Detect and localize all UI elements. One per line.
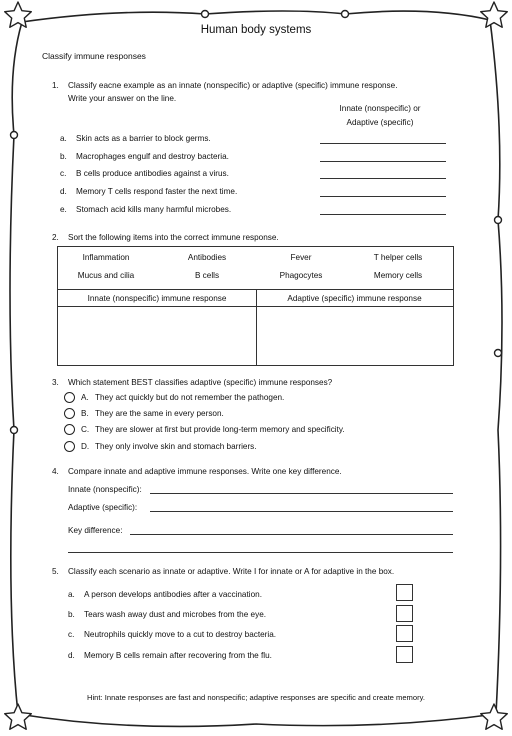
word-bank-item: Memory cells (373, 271, 423, 280)
q1-instruction: Classify eacne example as an innate (nonspecific) or adaptive (specific) immune response. (68, 81, 398, 90)
q1-answer-line-d[interactable] (320, 196, 446, 197)
radio-option-c[interactable] (64, 424, 75, 435)
q1-item-text: Skin acts as a barrier to block germs. (76, 134, 211, 143)
radio-option-b[interactable] (64, 408, 75, 419)
q3-question: Which statement BEST classifies adaptive (specific) immune responses? (68, 378, 333, 387)
innate-column-header: Innate (nonspecific) immune response (58, 289, 256, 307)
q1-header-line2: Adaptive (specific) (346, 118, 414, 127)
q1-item-text: Stomach acid kills many harmful microbes. (76, 205, 232, 214)
answer-box-a[interactable] (396, 584, 413, 601)
q5-item-text: A person develops antibodies after a vaccination. (84, 590, 262, 599)
q5-item-text: Tears wash away dust and microbes from the eye. (84, 610, 267, 619)
q1-item-letter: d. (60, 187, 67, 196)
q1-number: 1. (52, 81, 59, 90)
word-bank-item: Inflammation (82, 253, 130, 262)
q3-option-letter: A. (81, 393, 89, 402)
q1-item-text: B cells produce antibodies against a virus. (76, 169, 229, 178)
q5-question: Classify each scenario as innate or adaptive. Write I for innate or A for adaptive in the box. (68, 567, 395, 576)
q1-answer-line-a[interactable] (320, 143, 446, 144)
q2-instruction: Sort the following items into the correct immune response. (68, 233, 279, 242)
q5-item-letter: b. (68, 610, 75, 619)
answer-box-c[interactable] (396, 625, 413, 642)
innate-answer-area[interactable] (58, 307, 256, 365)
word-bank-item: Antibodies (187, 253, 227, 262)
q4-number: 4. (52, 467, 59, 476)
q3-option-letter: B. (81, 409, 89, 418)
page-subtitle: Classify immune responses (42, 51, 146, 61)
q1-answer-line-c[interactable] (320, 178, 446, 179)
q5-item-text: Neutrophils quickly move to a cut to destroy bacteria. (84, 630, 277, 639)
q5-item-text: Memory B cells remain after recovering from the flu. (84, 651, 272, 660)
q3-number: 3. (52, 378, 59, 387)
answer-box-d[interactable] (396, 646, 413, 663)
q3-option-letter: D. (81, 442, 90, 451)
q3-option-text: They are slower at first but provide long-term memory and specificity. (95, 425, 345, 434)
word-bank-item: Fever (290, 253, 312, 262)
page-title: Human body systems (200, 24, 312, 36)
word-bank-item: B cells (194, 271, 220, 280)
q1-item-letter: b. (60, 152, 67, 161)
answer-box-b[interactable] (396, 605, 413, 622)
q1-item-letter: c. (60, 169, 67, 178)
sort-table (57, 246, 454, 366)
word-bank-item: Mucus and cilia (77, 271, 135, 280)
adaptive-answer-area[interactable] (257, 307, 453, 365)
radio-option-d[interactable] (64, 441, 75, 452)
q5-number: 5. (52, 567, 59, 576)
adaptive-answer-line[interactable] (150, 511, 453, 512)
q3-option-text: They act quickly but do not remember the pathogen. (95, 393, 285, 402)
q1-item-text: Memory T cells respond faster the next time. (76, 187, 238, 196)
q5-item-letter: a. (68, 590, 75, 599)
key-difference-line-2[interactable] (68, 552, 453, 553)
q1-header-line1: Innate (nonspecific) or (339, 104, 421, 113)
q3-option-text: They are the same in every person. (95, 409, 224, 418)
word-bank-item: Phagocytes (279, 271, 323, 280)
q1-item-letter: a. (60, 134, 67, 143)
q5-item-letter: d. (68, 651, 75, 660)
q1-answer-line-e[interactable] (320, 214, 446, 215)
key-difference-line-1[interactable] (130, 534, 453, 535)
q3-option-letter: C. (81, 425, 90, 434)
q1-item-letter: e. (60, 205, 67, 214)
q5-item-letter: c. (68, 630, 75, 639)
q1-answer-line-b[interactable] (320, 161, 446, 162)
innate-label: Innate (nonspecific): (68, 485, 142, 494)
q3-option-text: They only involve skin and stomach barriers. (95, 442, 257, 451)
radio-option-a[interactable] (64, 392, 75, 403)
q1-item-text: Macrophages engulf and destroy bacteria. (76, 152, 229, 161)
q2-number: 2. (52, 233, 59, 242)
q4-question: Compare innate and adaptive immune responses. Write one key difference. (68, 467, 342, 476)
sort-word-bank (58, 247, 453, 289)
adaptive-column-header: Adaptive (specific) immune response (256, 289, 453, 307)
innate-answer-line[interactable] (150, 493, 453, 494)
adaptive-label: Adaptive (specific): (68, 503, 138, 512)
hint-text: Hint: Innate responses are fast and nonspecific; adaptive responses are specific and create memory. (87, 693, 425, 702)
q1-answer-header (330, 102, 430, 130)
q1-instruction-2: Write your answer on the line. (68, 94, 177, 103)
key-difference-label: Key difference: (68, 526, 123, 535)
word-bank-item: T helper cells (373, 253, 423, 262)
